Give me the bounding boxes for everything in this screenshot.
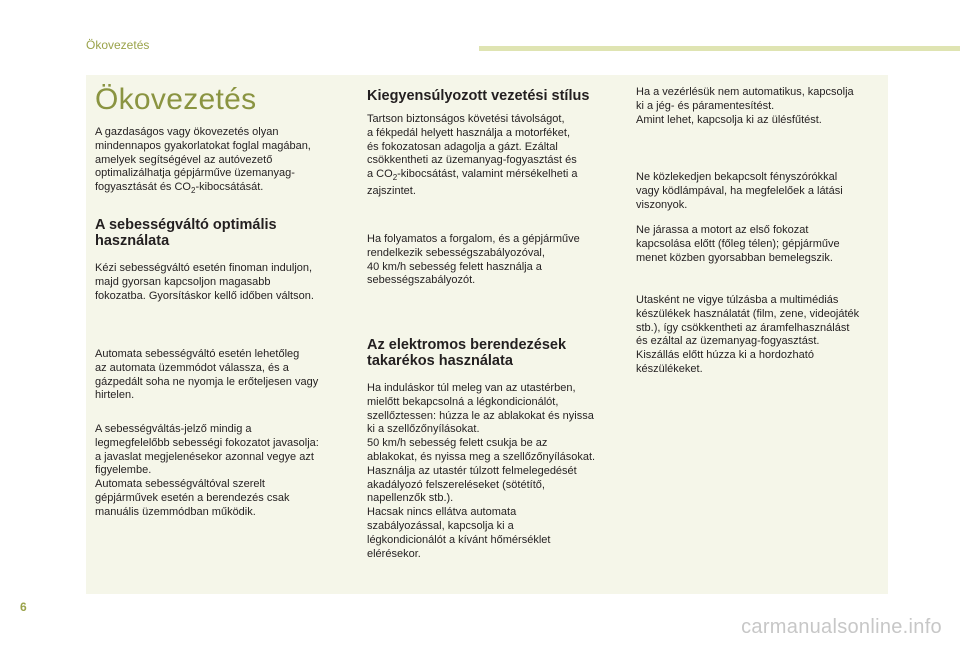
main-title: Ökovezetés xyxy=(95,83,257,116)
paragraph-gear-indicator: A sebességváltás-jelző mindig a legmegfelelőbb sebességi fokozatot javasolja: a javaslat megjelenésekor azonnal vegye azt figyelembe. Automata sebességváltóval szerelt gépjárművek esetén a berendezés csak manuális üzemmódban működik. xyxy=(95,423,319,518)
paragraph-defrost: Ha a vezérlésük nem automatikus, kapcsolja ki a jég- és páramentesítést. Amint lehet, kapcsolja ki az ülésfűtést. xyxy=(636,86,854,126)
paragraph-cruise-control: Ha folyamatos a forgalom, és a gépjárműve rendelkezik sebességszabályozóval, 40 km/h sebesség felett használja a sebességszabályozót. xyxy=(367,233,580,287)
page-number: 6 xyxy=(20,600,27,614)
paragraph-fog-lamps: Ne közlekedjen bekapcsolt fényszórókkal vagy ködlámpával, ha megfelelőek a látási viszonyok. xyxy=(636,171,843,211)
distance-text-b: -kibocsátást, valamint mérsékelheti a zajszintet. xyxy=(367,168,578,198)
intro-text-b: -kibocsátását. xyxy=(195,181,264,194)
paragraph-manual-gearbox: Kézi sebességváltó esetén finoman induljon, majd gyorsan kapcsoljon magasabb fokozatba. Gyorsításkor kellő időben váltson. xyxy=(95,262,314,302)
header-rule xyxy=(479,46,960,51)
heading-electrical-equipment: Az elektromos berendezések takarékos használata xyxy=(367,337,567,369)
content-panel xyxy=(86,75,888,594)
paragraph-automatic-gearbox: Automata sebességváltó esetén lehetőleg az automata üzemmódot válassza, és a gázpedált soha ne nyomja le erőteljesen vagy hirtelen. xyxy=(95,348,319,402)
header-section-title: Ökovezetés xyxy=(86,38,150,52)
paragraph-following-distance xyxy=(367,113,623,199)
distance-text-a: Tartson biztonságos követési távolságot, a fékpedál helyett használja a motorféket, és fokozatosan adagolja a gázt. Ezáltal csökkentheti az üzemanyag-fogyasztást és a CO xyxy=(367,113,577,181)
paragraph-multimedia: Utasként ne vigye túlzásba a multimédiás készülékek használatát (film, zene, videojáték stb.), így csökkentheti az áramfelhasználást és ezáltal az üzemanyag-fogyasztást. Kiszállás előtt húzza ki a hordozható készülékeket. xyxy=(636,294,860,375)
heading-driving-style: Kiegyensúlyozott vezetési stílus xyxy=(367,88,590,104)
intro-text-a: A gazdaságos vagy ökovezetés olyan mindennapos gyakorlatokat foglal magában, amelyek segítségével az autóvezető optimalizálhatja gépjárműve üzemanyag- fogyasztását és CO xyxy=(95,126,311,194)
heading-gearbox: A sebességváltó optimális használata xyxy=(95,217,277,249)
paragraph-air-conditioning: Ha induláskor túl meleg van az utastérben, mielőtt bekapcsolná a légkondicionálót, szellőztessen: húzza le az ablakokat és nyissa ki a szellőzőnyílásokat. 50 km/h sebesség felett csukja be az ablakokat, és nyissa meg a szellőzőnyílásokat. Használja az utastér túlzott felmelegedését akadályozó felszereléseket (sötétítő, napellenzők stb.). Hacsak nincs ellátva automata szabályozással, kapcsolja ki a légkondicionálót a kívánt hőmérséklet elérésekor. xyxy=(367,382,596,560)
paragraph-engine-idle: Ne járassa a motort az első fokozat kapcsolása előtt (főleg télen); gépjárműve menet közben gyorsabban bemelegszik. xyxy=(636,224,840,264)
intro-paragraph xyxy=(95,126,353,198)
intro-subscript: 2 xyxy=(191,186,196,196)
distance-subscript: 2 xyxy=(392,173,398,183)
watermark: carmanualsonline.info xyxy=(741,616,942,638)
